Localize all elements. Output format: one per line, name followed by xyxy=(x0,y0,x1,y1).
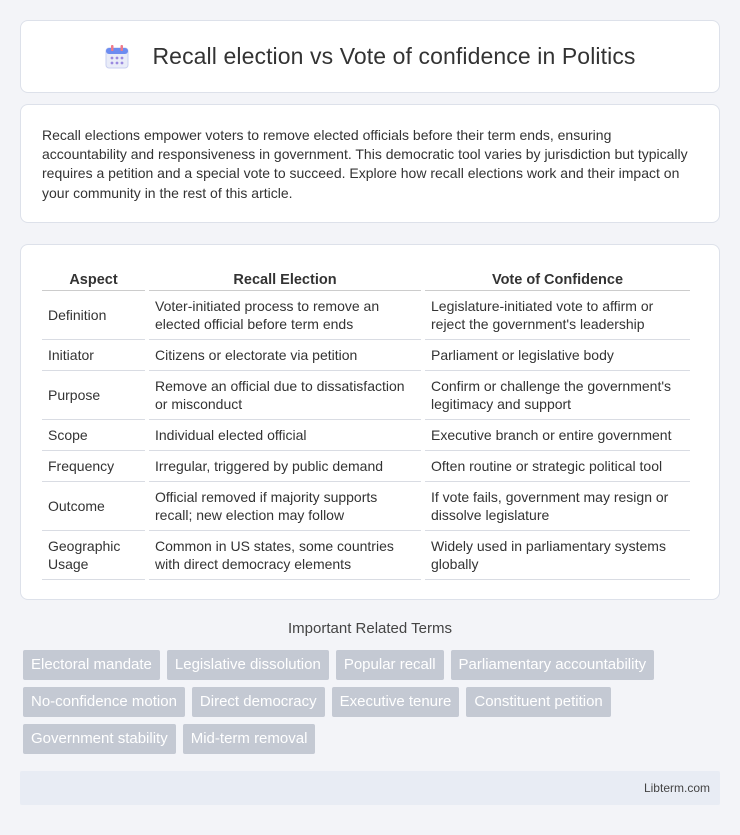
related-term-tag[interactable]: Electoral mandate xyxy=(23,650,160,680)
related-term-tag[interactable]: Executive tenure xyxy=(332,687,460,717)
cell-confidence: If vote fails, government may resign or dissolve legislature xyxy=(425,482,690,531)
table-row xyxy=(42,482,690,531)
calendar-icon xyxy=(104,44,130,70)
table-row xyxy=(42,340,690,371)
intro-card xyxy=(20,104,720,223)
related-terms-title: Important Related Terms xyxy=(288,620,452,637)
cell-confidence: Legislature-initiated vote to affirm or reject the government's leadership xyxy=(425,291,690,340)
cell-confidence: Confirm or challenge the government's legitimacy and support xyxy=(425,371,690,420)
cell-confidence: Parliament or legislative body xyxy=(425,340,690,371)
cell-aspect: Initiator xyxy=(42,340,145,371)
related-term-tag[interactable]: Government stability xyxy=(23,724,176,754)
related-term-tag[interactable]: Popular recall xyxy=(336,650,444,680)
related-term-tag[interactable]: Parliamentary accountability xyxy=(451,650,655,680)
related-term-tag[interactable]: Direct democracy xyxy=(192,687,325,717)
table-row xyxy=(42,531,690,580)
related-terms-section xyxy=(20,620,720,761)
related-term-tag[interactable]: Mid-term removal xyxy=(183,724,316,754)
table-row xyxy=(42,371,690,420)
cell-confidence: Widely used in parliamentary systems globally xyxy=(425,531,690,580)
cell-aspect: Purpose xyxy=(42,371,145,420)
cell-recall: Individual elected official xyxy=(149,420,421,451)
cell-recall: Citizens or electorate via petition xyxy=(149,340,421,371)
cell-aspect: Geographic Usage xyxy=(42,531,145,580)
comparison-card xyxy=(20,244,720,600)
cell-recall: Remove an official due to dissatisfaction or misconduct xyxy=(149,371,421,420)
cell-aspect: Scope xyxy=(42,420,145,451)
related-term-tag[interactable]: Constituent petition xyxy=(466,687,610,717)
footer-site-link[interactable]: Libterm.com xyxy=(643,781,710,795)
cell-aspect: Frequency xyxy=(42,451,145,482)
cell-aspect: Outcome xyxy=(42,482,145,531)
cell-recall: Official removed if majority supports recall; new election may follow xyxy=(149,482,421,531)
table-row xyxy=(42,420,690,451)
related-term-tag[interactable]: Legislative dissolution xyxy=(167,650,329,680)
page-title: Recall election vs Vote of confidence in Politics xyxy=(152,43,636,69)
comparison-table xyxy=(38,267,694,580)
cell-recall: Irregular, triggered by public demand xyxy=(149,451,421,482)
table-header-row xyxy=(42,267,690,291)
header-recall-election: Recall Election xyxy=(149,267,421,291)
cell-recall: Voter-initiated process to remove an elected official before term ends xyxy=(149,291,421,340)
table-row xyxy=(42,291,690,340)
cell-recall: Common in US states, some countries with direct democracy elements xyxy=(149,531,421,580)
cell-aspect: Definition xyxy=(42,291,145,340)
page-header xyxy=(20,20,720,93)
cell-confidence: Often routine or strategic political tool xyxy=(425,451,690,482)
header-aspect: Aspect xyxy=(42,267,145,291)
related-terms-list xyxy=(20,650,720,761)
intro-text: Recall elections empower voters to remove elected officials before their term ends, ensuring accountability and responsiveness in government. This democratic tool varies by jurisdiction but typically requires a petition and a special vote to succeed. Explore how recall elections work and their impact on your community in the rest of this article. xyxy=(42,127,688,201)
page-footer xyxy=(20,771,720,805)
header-vote-of-confidence: Vote of Confidence xyxy=(425,267,690,291)
table-row xyxy=(42,451,690,482)
related-term-tag[interactable]: No-confidence motion xyxy=(23,687,185,717)
cell-confidence: Executive branch or entire government xyxy=(425,420,690,451)
